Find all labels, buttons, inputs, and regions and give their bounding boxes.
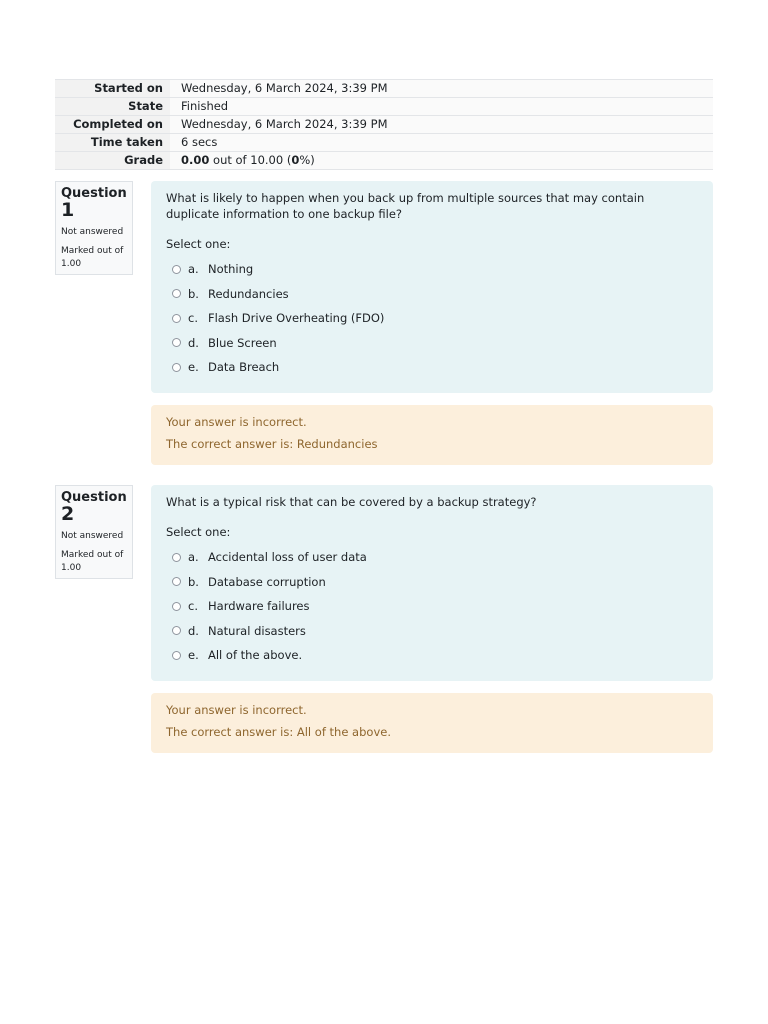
summary-row-grade	[55, 152, 713, 170]
answer-option-b[interactable]	[166, 282, 698, 307]
option-letter: c.	[188, 599, 198, 614]
option-letter: a.	[188, 550, 199, 565]
question-1-formulation	[151, 181, 713, 393]
radio-button[interactable]	[172, 602, 181, 611]
question-1-info	[55, 181, 133, 275]
select-one-prompt: Select one:	[166, 525, 231, 539]
radio-button[interactable]	[172, 289, 181, 298]
summary-label: Started on	[55, 80, 170, 98]
radio-button[interactable]	[172, 314, 181, 323]
option-text[interactable]: Accidental loss of user data	[208, 550, 367, 565]
option-letter: d.	[188, 335, 199, 350]
summary-value: Wednesday, 6 March 2024, 3:39 PM	[170, 80, 713, 98]
option-text[interactable]: Database corruption	[208, 574, 326, 589]
option-text[interactable]: Data Breach	[208, 360, 280, 375]
answer-option-e[interactable]	[166, 643, 698, 668]
summary-row-time-taken	[55, 134, 713, 152]
question-2-feedback	[151, 693, 713, 753]
summary-value: Wednesday, 6 March 2024, 3:39 PM	[170, 116, 713, 134]
option-text[interactable]: Natural disasters	[208, 623, 306, 638]
summary-row-state	[55, 98, 713, 116]
summary-value: 6 secs	[170, 134, 713, 152]
attempt-summary-table	[55, 79, 713, 170]
correct-answer: The correct answer is: All of the above.	[166, 725, 391, 739]
question-marks: Marked out of 1.00	[61, 550, 124, 573]
option-text[interactable]: Flash Drive Overheating (FDO)	[208, 311, 385, 326]
option-letter: a.	[188, 262, 199, 277]
feedback-incorrect: Your answer is incorrect.	[166, 703, 307, 717]
summary-label: Completed on	[55, 116, 170, 134]
answer-option-a[interactable]	[166, 545, 698, 570]
option-text[interactable]: Nothing	[208, 262, 254, 277]
summary-label: Time taken	[55, 134, 170, 152]
feedback-incorrect: Your answer is incorrect.	[166, 415, 307, 429]
option-letter: b.	[188, 286, 199, 301]
answer-option-e[interactable]	[166, 355, 698, 380]
question-1-feedback	[151, 405, 713, 465]
question-number: 2	[61, 503, 75, 525]
summary-row-started-on	[55, 80, 713, 98]
radio-button[interactable]	[172, 338, 181, 347]
grade-percent-suffix: %)	[299, 153, 315, 167]
summary-label: State	[55, 98, 170, 116]
question-state: Not answered	[61, 531, 124, 541]
option-letter: e.	[188, 360, 199, 375]
select-one-prompt: Select one:	[166, 237, 231, 251]
radio-button[interactable]	[172, 626, 181, 635]
grade-out-of: out of 10.00 (	[209, 153, 292, 167]
option-text[interactable]: Blue Screen	[208, 335, 277, 350]
option-text[interactable]: Redundancies	[208, 286, 289, 301]
answer-option-c[interactable]	[166, 306, 698, 331]
answer-option-a[interactable]	[166, 257, 698, 282]
question-text: What is a typical risk that can be covered by a backup strategy?	[166, 495, 537, 509]
option-text[interactable]: Hardware failures	[208, 599, 310, 614]
summary-value: Finished	[170, 98, 713, 116]
option-letter: b.	[188, 574, 199, 589]
question-2-info	[55, 485, 133, 579]
answer-option-c[interactable]	[166, 594, 698, 619]
question-text: What is likely to happen when you back up from multiple sources that may contain duplicate information to one backup file?	[166, 191, 645, 221]
grade-value	[170, 152, 713, 170]
radio-button[interactable]	[172, 577, 181, 586]
question-label: Question	[61, 490, 127, 505]
grade-percent: 0	[291, 153, 300, 167]
option-letter: d.	[188, 623, 199, 638]
summary-label: Grade	[55, 152, 170, 170]
radio-button[interactable]	[172, 553, 181, 562]
radio-button[interactable]	[172, 265, 181, 274]
answer-option-d[interactable]	[166, 331, 698, 356]
question-2-formulation	[151, 485, 713, 681]
correct-answer: The correct answer is: Redundancies	[166, 437, 378, 451]
option-text[interactable]: All of the above.	[208, 648, 303, 663]
question-label: Question	[61, 186, 127, 201]
question-marks: Marked out of 1.00	[61, 246, 124, 269]
option-letter: c.	[188, 311, 198, 326]
question-state: Not answered	[61, 227, 124, 237]
question-number: 1	[61, 199, 75, 221]
option-letter: e.	[188, 648, 199, 663]
summary-row-completed-on	[55, 116, 713, 134]
answer-option-b[interactable]	[166, 570, 698, 595]
radio-button[interactable]	[172, 363, 181, 372]
grade-score: 0.00	[181, 153, 210, 167]
radio-button[interactable]	[172, 651, 181, 660]
answer-option-d[interactable]	[166, 619, 698, 644]
